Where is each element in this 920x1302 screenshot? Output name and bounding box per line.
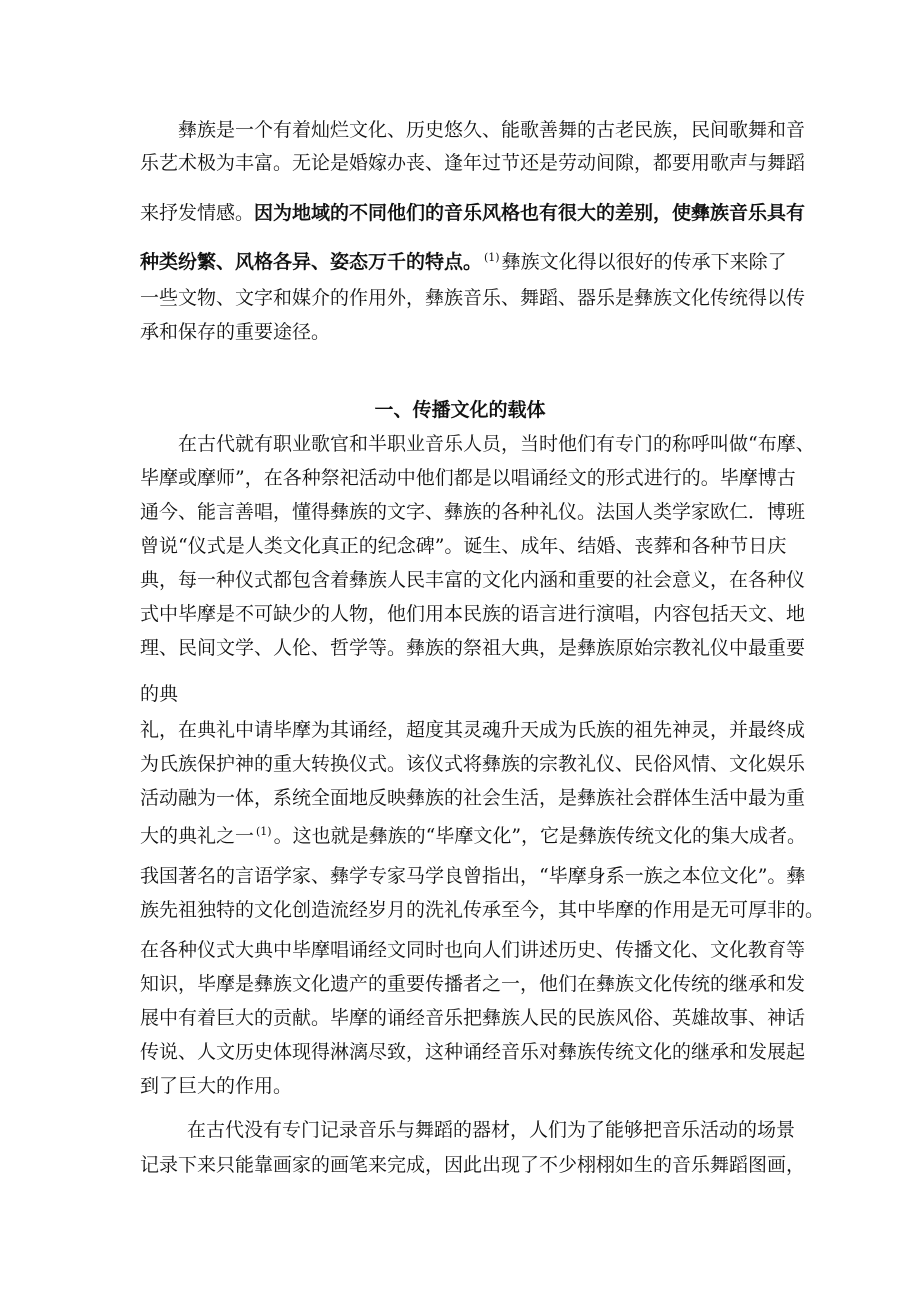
section-heading: 一、传播文化的载体 xyxy=(374,399,546,421)
footnote-ref-2: (1) xyxy=(256,825,272,838)
paragraph-2-line-1: 在古代就有职业歌官和半职业音乐人员，当时他们有专门的称呼叫做“布摩、 xyxy=(178,433,815,455)
paragraph-2-line-14: 族先祖独特的文化创造流经岁月的洗礼传承至今，其中毕摩的作用是无可厚非的。 xyxy=(140,899,825,921)
paragraph-2-line-17: 展中有着巨大的贡献。毕摩的诵经音乐把彝族人民的民族风俗、英雄故事、神话 xyxy=(140,1007,806,1029)
paragraph-1-line-1: 彝族是一个有着灿烂文化、历史悠久、能歌善舞的古老民族，民间歌舞和音 xyxy=(178,119,806,141)
paragraph-2-line-19: 到了巨大的作用。 xyxy=(140,1075,293,1097)
paragraph-2-line-6: 式中毕摩是不可缺少的人物，他们用本民族的语言进行演唱，内容包括天文、地 xyxy=(140,603,806,625)
paragraph-1-line-4-bold: 种类纷繁、风格各异、姿态万千的特点。 xyxy=(140,251,483,273)
paragraph-2-line-4: 曾说“仪式是人类文化真正的纪念碑”。诞生、成年、结婚、丧葬和各种节日庆 xyxy=(140,535,787,557)
paragraph-2-line-12 xyxy=(140,820,807,848)
paragraph-2-line-12-a: 大的典礼之一 xyxy=(140,825,255,847)
paragraph-2-line-8: 的典 xyxy=(140,683,179,705)
paragraph-2-line-15: 在各种仪式大典中毕摩唱诵经文同时也向人们讲述历史、传播文化、文化教育等 xyxy=(140,939,806,961)
paragraph-2-line-7: 理、民间文学、人伦、哲学等。彝族的祭祖大典，是彝族原始宗教礼仪中最重要 xyxy=(140,637,806,659)
paragraph-2-line-9: 礼，在典礼中请毕摩为其诵经，超度其灵魂升天成为氏族的祖先神灵，并最终成 xyxy=(140,719,806,741)
paragraph-2-line-2: 毕摩或摩师”，在各种祭祀活动中他们都是以唱诵经文的形式进行的。毕摩博古 xyxy=(140,467,796,489)
paragraph-1-line-5: 一些文物、文字和媒介的作用外，彝族音乐、舞蹈、器乐是彝族文化传统得以传 xyxy=(140,287,806,309)
paragraph-2-line-13: 我国著名的言语学家、彝学专家马学良曾指出，“毕摩身系一族之本位文化”。彝 xyxy=(140,865,806,887)
paragraph-2-line-12-b: 。这也就是彝族的“毕摩文化”，它是彝族传统文化的集大成者。 xyxy=(273,825,807,847)
paragraph-3-line-1: 在古代没有专门记录音乐与舞蹈的器材，人们为了能够把音乐活动的场景 xyxy=(187,1119,796,1141)
paragraph-1-line-2: 乐艺术极为丰富。无论是婚嫁办丧、逢年过节还是劳动间隙，都要用歌声与舞蹈 xyxy=(140,152,806,174)
paragraph-2-line-16: 知识，毕摩是彝族文化遗产的重要传播者之一，他们在彝族文化传统的继承和发 xyxy=(140,973,806,995)
paragraph-1-line-3-plain: 来抒发情感。 xyxy=(140,202,255,224)
paragraph-2-line-5: 典，每一种仪式都包含着彝族人民丰富的文化内涵和重要的社会意义，在各种仪 xyxy=(140,569,806,591)
paragraph-2-line-3: 通今、能言善唱，懂得彝族的文字、彝族的各种礼仪。法国人类学家欧仁．博班 xyxy=(140,501,806,523)
paragraph-2-line-18: 传说、人文历史体现得淋漓尽致，这种诵经音乐对彝族传统文化的继承和发展起 xyxy=(140,1041,806,1063)
paragraph-2-line-11: 活动融为一体，系统全面地反映彝族的社会生活，是彝族社会群体生活中最为重 xyxy=(140,787,806,809)
paragraph-1-line-3-bold: 因为地域的不同他们的音乐风格也有很大的差别，使彝族音乐具有 xyxy=(254,202,806,224)
paragraph-1-line-4 xyxy=(140,246,787,274)
paragraph-3-line-2: 记录下来只能靠画家的画笔来完成，因此出现了不少栩栩如生的音乐舞蹈图画， xyxy=(140,1154,806,1176)
footnote-ref-1: (1) xyxy=(484,251,500,264)
paragraph-1-line-3 xyxy=(140,201,806,225)
paragraph-2-line-10: 为氏族保护神的重大转换仪式。该仪式将彝族的宗教礼仪、民俗风情、文化娱乐 xyxy=(140,753,806,775)
paragraph-1-line-6: 承和保存的重要途径。 xyxy=(140,321,331,343)
paragraph-1-line-4-plain: 彝族文化得以很好的传承下来除了 xyxy=(501,251,787,273)
